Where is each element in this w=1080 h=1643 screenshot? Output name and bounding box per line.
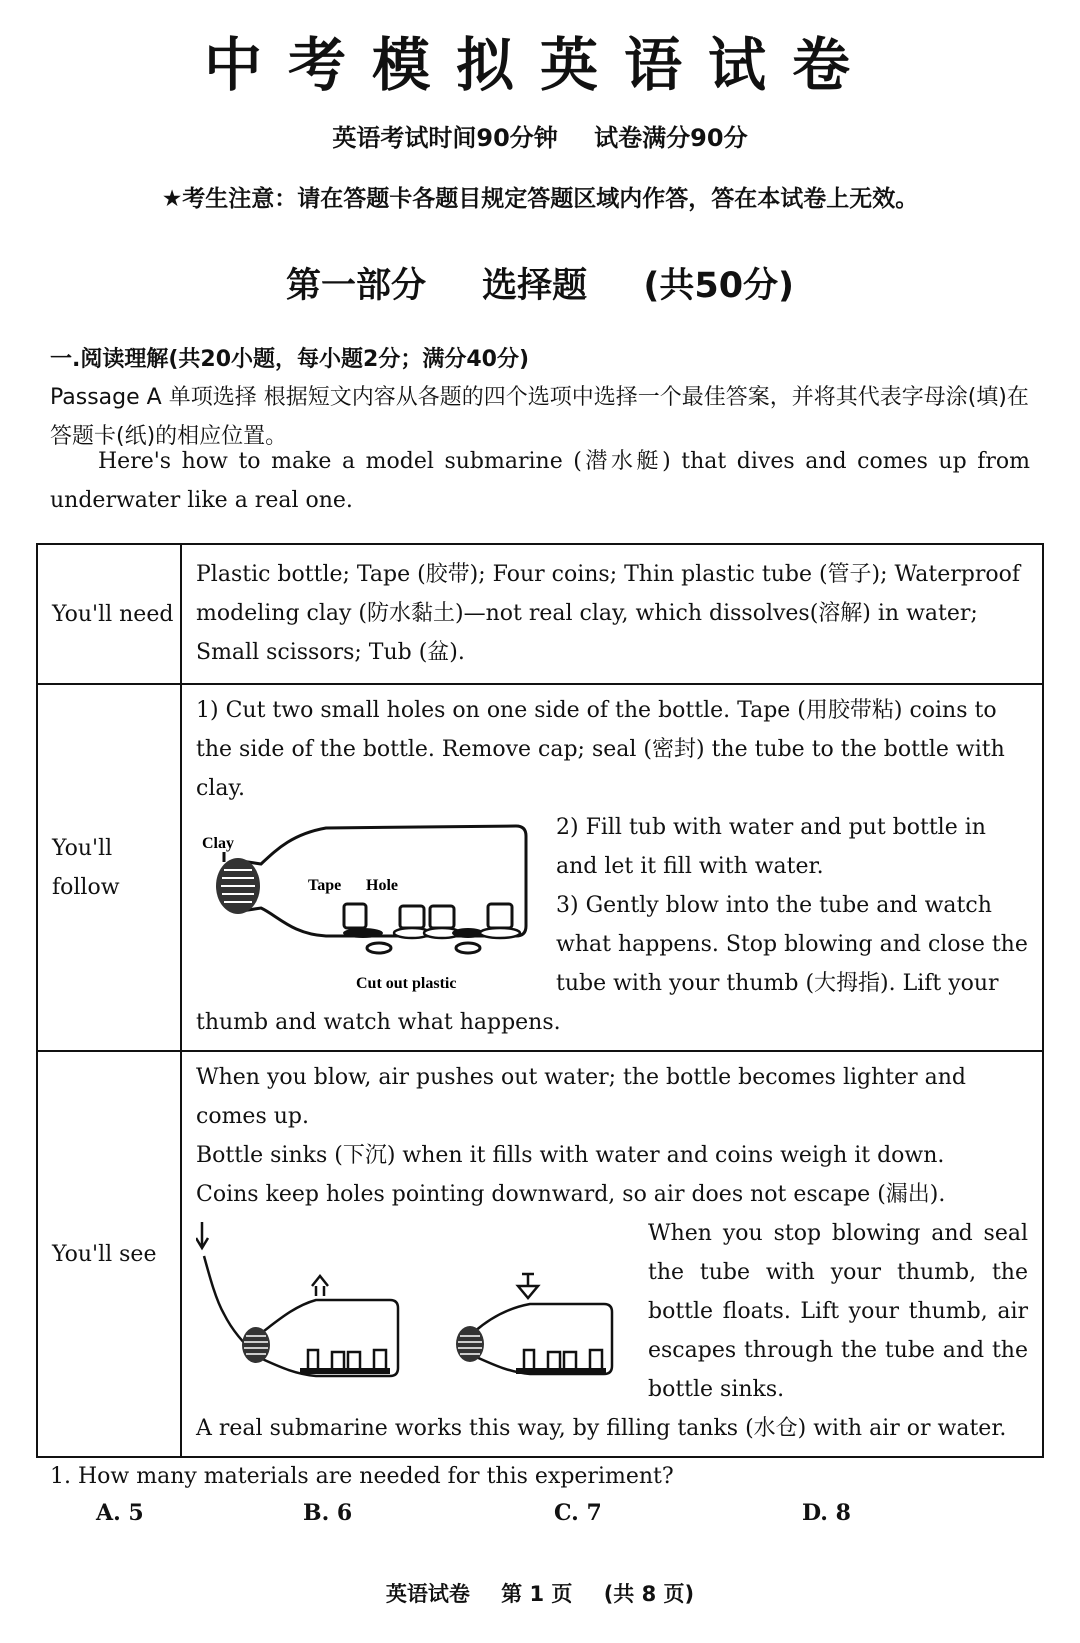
need-text: Plastic bottle; Tape (胶带); Four coins; Thin plastic tube (管子); Waterproof modeling clay (防水黏土)—not real clay, which dissolves(溶解) in water; Small scissors; Tub (盆). xyxy=(181,544,1043,684)
option-d: D. 8 xyxy=(802,1500,851,1526)
question-1-text: 1. How many materials are needed for this experiment? xyxy=(50,1464,674,1489)
candidate-notice: ★考生注意：请在答题卡各题目规定答题区域内作答，答在本试卷上无效。 xyxy=(161,186,919,212)
hole-label: Hole xyxy=(366,877,398,894)
see-last-line: A real submarine works this way, by filling tanks (水仓) with air or water. xyxy=(196,1416,1007,1441)
tape-label: Tape xyxy=(308,877,342,894)
see-cell xyxy=(181,1051,1043,1457)
footer-total: (共 8 页) xyxy=(603,1582,695,1606)
part-points: (共50分) xyxy=(643,266,795,306)
passage-intro: Here's how to make a model submarine (潜水艇) that dives and comes up from underwater like a real one. xyxy=(50,449,1030,513)
follow-label: You'll follow xyxy=(37,684,181,1051)
float-sink-diagram xyxy=(196,1218,628,1398)
table-row-see xyxy=(37,1051,1043,1457)
see-side-text: When you stop blowing and seal the tube with your thumb, the bottle floats. Lift your thumb, air escapes through the tube and the bottle sinks. xyxy=(648,1221,1028,1402)
bottle-diagram xyxy=(196,812,536,994)
section-heading: 一.阅读理解(共20小题，每小题2分；满分40分) xyxy=(50,347,530,372)
option-b: B. 6 xyxy=(303,1500,353,1526)
see-line-2: Bottle sinks (下沉) when it fills with water and coins weigh it down. xyxy=(196,1143,945,1168)
part-name: 第一部分 xyxy=(285,266,426,306)
table-row-need xyxy=(37,544,1043,684)
see-line-1: When you blow, air pushes out water; the bottle becomes lighter and comes up. xyxy=(196,1065,966,1129)
full-score: 试卷满分90分 xyxy=(594,124,748,152)
footer-subject: 英语试卷 xyxy=(385,1582,470,1606)
page-footer xyxy=(0,1578,1080,1608)
option-a: A. 5 xyxy=(96,1500,144,1526)
exam-info xyxy=(0,118,1080,153)
follow-cell xyxy=(181,684,1043,1051)
bottle-diagram-svg xyxy=(196,812,536,994)
need-label: You'll need xyxy=(37,544,181,684)
table-row-follow xyxy=(37,684,1043,1051)
follow-step-2: 2) Fill tub with water and put bottle in and let it fill with water. xyxy=(556,815,986,879)
follow-step-3: 3) Gently blow into the tube and watch what happens. Stop blowing and close the tube with your thumb (大拇指). Lift your thumb and watch what happens. xyxy=(196,893,1028,1035)
float-sink-diagram-svg xyxy=(196,1218,628,1398)
section-instructions: Passage A 单项选择 根据短文内容从各题的四个选项中选择一个最佳答案，并将其代表字母涂(填)在答题卡(纸)的相应位置。 xyxy=(50,385,1029,449)
footer-page: 第 1 页 xyxy=(501,1582,573,1606)
clay-label: Clay xyxy=(202,835,234,852)
exam-time: 英语考试时间90分钟 xyxy=(332,124,558,152)
exam-title: 中考模拟英语试卷 xyxy=(203,31,876,99)
option-c: C. 7 xyxy=(554,1500,602,1526)
see-line-3: Coins keep holes pointing downward, so air does not escape (漏出). xyxy=(196,1182,946,1207)
part-heading xyxy=(0,258,1080,308)
part-type: 选择题 xyxy=(482,266,588,306)
procedure-table xyxy=(36,543,1044,1458)
follow-step-1: 1) Cut two small holes on one side of the bottle. Tape (用胶带粘) coins to the side of the bottle. Remove cap; seal (密封) the tube to the bottle with clay. xyxy=(196,698,1005,801)
cut-label: Cut out plastic xyxy=(356,975,457,992)
see-label: You'll see xyxy=(37,1051,181,1457)
